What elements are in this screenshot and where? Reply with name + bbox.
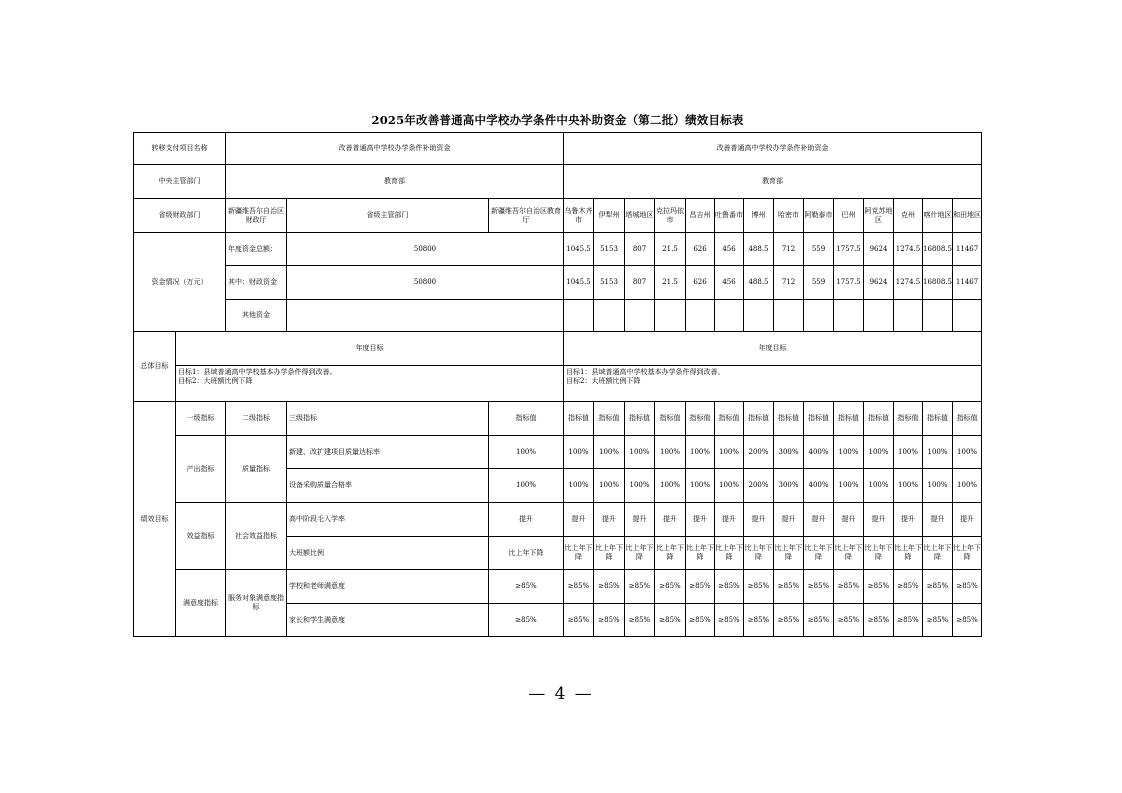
region-indicator: 100%	[864, 436, 894, 469]
performance-label: 绩效目标	[134, 402, 176, 637]
region-value-header: 指标值	[744, 402, 774, 436]
region-indicator: 提升	[864, 503, 894, 537]
region-name: 哈密市	[774, 199, 804, 233]
region-indicator: 100%	[894, 469, 923, 503]
overall-goal-right-text	[564, 366, 982, 402]
region-indicator: 提升	[655, 503, 686, 537]
region-indicator: 100%	[834, 469, 864, 503]
empty-cell	[686, 300, 715, 332]
annual-total-label: 年度资金总额：	[226, 233, 287, 266]
region-indicator: 比上年下降	[953, 537, 982, 570]
region-name: 吐鲁番市	[715, 199, 744, 233]
overall-goal-left-header: 年度目标	[176, 332, 564, 366]
region-indicator: 提升	[774, 503, 804, 537]
region-indicator: ≥85%	[686, 604, 715, 637]
indicator-value: 100%	[489, 469, 564, 503]
region-indicator: 提升	[564, 503, 594, 537]
region-indicator: 提升	[686, 503, 715, 537]
region-indicator: 100%	[686, 436, 715, 469]
region-indicator: 100%	[715, 469, 744, 503]
overall-goal-right-header: 年度目标	[564, 332, 982, 366]
region-name: 巴州	[834, 199, 864, 233]
indicator-value: ≥85%	[489, 604, 564, 637]
fiscal-funds-value: 50800	[287, 266, 564, 300]
region-indicator: 比上年下降	[864, 537, 894, 570]
region-fiscal-amount: 11467	[953, 266, 982, 300]
region-fiscal-amount: 456	[715, 266, 744, 300]
region-name: 塔城地区	[625, 199, 655, 233]
region-indicator: ≥85%	[564, 570, 594, 604]
region-indicator: ≥85%	[564, 604, 594, 637]
region-indicator: 提升	[804, 503, 834, 537]
empty-cell	[744, 300, 774, 332]
region-indicator: ≥85%	[834, 570, 864, 604]
region-value-header: 指标值	[923, 402, 953, 436]
region-indicator: 400%	[804, 469, 834, 503]
indicator-name: 大班额比例	[287, 537, 489, 570]
region-amount: 626	[686, 233, 715, 266]
level2-header: 二级指标	[226, 402, 287, 436]
region-name: 克拉玛依市	[655, 199, 686, 233]
region-value-header: 指标值	[953, 402, 982, 436]
region-indicator: 比上年下降	[715, 537, 744, 570]
region-indicator: 400%	[804, 436, 834, 469]
region-value-header: 指标值	[894, 402, 923, 436]
region-amount: 21.5	[655, 233, 686, 266]
region-indicator: 比上年下降	[564, 537, 594, 570]
region-value-header: 指标值	[564, 402, 594, 436]
region-indicator: 提升	[715, 503, 744, 537]
region-indicator: 100%	[564, 436, 594, 469]
service-satisfaction-label: 服务对象满意度指标	[226, 570, 287, 637]
table-title: 2025年改善普通高中学校办学条件中央补助资金（第二批）绩效目标表	[134, 108, 982, 133]
empty-cell	[774, 300, 804, 332]
region-indicator: 比上年下降	[834, 537, 864, 570]
region-indicator: 比上年下降	[774, 537, 804, 570]
region-indicator: 提升	[594, 503, 625, 537]
level1-header: 一级指标	[176, 402, 226, 436]
region-name: 博州	[744, 199, 774, 233]
annual-total-value: 50800	[287, 233, 564, 266]
region-indicator: ≥85%	[774, 570, 804, 604]
prov-finance-value: 新疆维吾尔自治区财政厅	[226, 199, 287, 233]
region-amount: 1274.5	[894, 233, 923, 266]
region-indicator: 100%	[686, 469, 715, 503]
indicator-name: 设备采购质量合格率	[287, 469, 489, 503]
empty-cell	[715, 300, 744, 332]
region-value-header: 指标值	[655, 402, 686, 436]
region-amount: 559	[804, 233, 834, 266]
region-indicator: 100%	[864, 469, 894, 503]
region-indicator: ≥85%	[625, 604, 655, 637]
region-indicator: ≥85%	[655, 570, 686, 604]
region-indicator: ≥85%	[804, 570, 834, 604]
region-amount: 5153	[594, 233, 625, 266]
other-funds-value	[287, 300, 564, 332]
level3-header: 三级指标	[287, 402, 489, 436]
prov-finance-label: 省级财政部门	[134, 199, 226, 233]
region-indicator: 提升	[744, 503, 774, 537]
region-indicator: 比上年下降	[894, 537, 923, 570]
region-name: 伊犁州	[594, 199, 625, 233]
region-indicator: 100%	[953, 469, 982, 503]
region-amount: 11467	[953, 233, 982, 266]
region-fiscal-amount: 1274.5	[894, 266, 923, 300]
region-indicator: 提升	[625, 503, 655, 537]
region-indicator: 100%	[923, 436, 953, 469]
region-indicator: 100%	[894, 436, 923, 469]
indicator-name: 家长和学生满意度	[287, 604, 489, 637]
region-fiscal-amount: 559	[804, 266, 834, 300]
region-name: 乌鲁木齐市	[564, 199, 594, 233]
indicator-name: 新建、改扩建项目质量达标率	[287, 436, 489, 469]
benefit-label: 效益指标	[176, 503, 226, 570]
region-indicator: 100%	[594, 469, 625, 503]
overall-goal-left-text	[176, 366, 564, 402]
region-indicator: ≥85%	[923, 604, 953, 637]
region-indicator: ≥85%	[923, 570, 953, 604]
region-value-header: 指标值	[594, 402, 625, 436]
region-indicator: 100%	[715, 436, 744, 469]
goal-line: 目标2：大班额比例下降	[566, 377, 641, 385]
region-fiscal-amount: 807	[625, 266, 655, 300]
prov-dept-value: 新疆维吾尔自治区教育厅	[489, 199, 564, 233]
empty-cell	[594, 300, 625, 332]
region-fiscal-amount: 712	[774, 266, 804, 300]
empty-cell	[625, 300, 655, 332]
region-fiscal-amount: 1757.5	[834, 266, 864, 300]
region-value-header: 指标值	[686, 402, 715, 436]
region-value-header: 指标值	[804, 402, 834, 436]
region-indicator: 比上年下降	[594, 537, 625, 570]
indicator-value: 提升	[489, 503, 564, 537]
region-indicator: 100%	[834, 436, 864, 469]
region-indicator: 300%	[774, 469, 804, 503]
empty-cell	[564, 300, 594, 332]
region-fiscal-amount: 21.5	[655, 266, 686, 300]
indicator-value: 100%	[489, 436, 564, 469]
region-indicator: 100%	[625, 469, 655, 503]
region-value-header: 指标值	[774, 402, 804, 436]
project-name-value-right: 改善普通高中学校办学条件补助资金	[564, 133, 982, 165]
region-name: 昌吉州	[686, 199, 715, 233]
region-indicator: ≥85%	[864, 604, 894, 637]
empty-cell	[655, 300, 686, 332]
region-name: 克州	[894, 199, 923, 233]
region-indicator: ≥85%	[715, 604, 744, 637]
satisfaction-label: 满意度指标	[176, 570, 226, 637]
region-indicator: 比上年下降	[625, 537, 655, 570]
performance-target-table	[133, 108, 982, 637]
region-indicator: 100%	[953, 436, 982, 469]
region-name: 喀什地区	[923, 199, 953, 233]
region-indicator: 比上年下降	[655, 537, 686, 570]
region-fiscal-amount: 626	[686, 266, 715, 300]
region-fiscal-amount: 488.5	[744, 266, 774, 300]
region-indicator: ≥85%	[953, 604, 982, 637]
region-indicator: 300%	[774, 436, 804, 469]
region-indicator: ≥85%	[625, 570, 655, 604]
region-indicator: ≥85%	[744, 570, 774, 604]
region-fiscal-amount: 16808.5	[923, 266, 953, 300]
indicator-name: 学校和老师满意度	[287, 570, 489, 604]
empty-cell	[804, 300, 834, 332]
other-funds-label: 其他资金	[226, 300, 287, 332]
region-indicator: ≥85%	[894, 604, 923, 637]
region-value-header: 指标值	[864, 402, 894, 436]
central-dept-label: 中央主管部门	[134, 165, 226, 199]
region-indicator: ≥85%	[864, 570, 894, 604]
region-indicator: ≥85%	[834, 604, 864, 637]
region-fiscal-amount: 9624	[864, 266, 894, 300]
empty-cell	[953, 300, 982, 332]
project-name-label: 转移支付项目名称	[134, 133, 226, 165]
region-indicator: 比上年下降	[686, 537, 715, 570]
value-header: 指标值	[489, 402, 564, 436]
overall-goal-label: 总体目标	[134, 332, 176, 402]
region-amount: 807	[625, 233, 655, 266]
region-indicator: ≥85%	[894, 570, 923, 604]
empty-cell	[834, 300, 864, 332]
region-indicator: ≥85%	[953, 570, 982, 604]
region-indicator: 提升	[834, 503, 864, 537]
empty-cell	[923, 300, 953, 332]
region-name: 阿勒泰市	[804, 199, 834, 233]
empty-cell	[894, 300, 923, 332]
region-indicator: 提升	[923, 503, 953, 537]
region-indicator: 提升	[894, 503, 923, 537]
region-indicator: 100%	[655, 469, 686, 503]
region-value-header: 指标值	[834, 402, 864, 436]
region-value-header: 指标值	[625, 402, 655, 436]
central-dept-value-right: 教育部	[564, 165, 982, 199]
region-amount: 16808.5	[923, 233, 953, 266]
region-indicator: ≥85%	[686, 570, 715, 604]
region-indicator: 100%	[625, 436, 655, 469]
indicator-value: 比上年下降	[489, 537, 564, 570]
region-indicator: ≥85%	[594, 570, 625, 604]
region-value-header: 指标值	[715, 402, 744, 436]
fiscal-funds-label: 其中：财政资金	[226, 266, 287, 300]
page-number: — 4 —	[528, 684, 594, 704]
project-name-value: 改善普通高中学校办学条件补助资金	[226, 133, 564, 165]
region-indicator: 200%	[744, 436, 774, 469]
goal-line: 目标1：县域普通高中学校基本办学条件得到改善。	[178, 368, 337, 376]
indicator-name: 高中阶段毛入学率	[287, 503, 489, 537]
goal-line: 目标1：县域普通高中学校基本办学条件得到改善。	[566, 368, 725, 376]
region-indicator: 比上年下降	[744, 537, 774, 570]
indicator-value: ≥85%	[489, 570, 564, 604]
region-indicator: ≥85%	[715, 570, 744, 604]
region-indicator: ≥85%	[655, 604, 686, 637]
empty-cell	[864, 300, 894, 332]
region-indicator: 100%	[594, 436, 625, 469]
region-indicator: 200%	[744, 469, 774, 503]
region-amount: 1045.5	[564, 233, 594, 266]
prov-dept-label: 省级主管部门	[287, 199, 489, 233]
region-fiscal-amount: 1045.5	[564, 266, 594, 300]
region-indicator: ≥85%	[594, 604, 625, 637]
region-indicator: 100%	[923, 469, 953, 503]
goal-line: 目标2：大班额比例下降	[178, 377, 253, 385]
region-indicator: 比上年下降	[923, 537, 953, 570]
region-fiscal-amount: 5153	[594, 266, 625, 300]
region-indicator: ≥85%	[744, 604, 774, 637]
region-indicator: ≥85%	[804, 604, 834, 637]
output-label: 产出指标	[176, 436, 226, 503]
region-indicator: 提升	[953, 503, 982, 537]
funds-label: 资金情况（万元）	[134, 233, 226, 332]
region-amount: 712	[774, 233, 804, 266]
social-benefit-label: 社会效益指标	[226, 503, 287, 570]
region-amount: 1757.5	[834, 233, 864, 266]
region-amount: 9624	[864, 233, 894, 266]
quality-label: 质量指标	[226, 436, 287, 503]
region-name: 阿克苏地区	[864, 199, 894, 233]
region-indicator: ≥85%	[774, 604, 804, 637]
region-indicator: 100%	[564, 469, 594, 503]
region-name: 和田地区	[953, 199, 982, 233]
region-amount: 488.5	[744, 233, 774, 266]
region-amount: 456	[715, 233, 744, 266]
central-dept-value: 教育部	[226, 165, 564, 199]
region-indicator: 100%	[655, 436, 686, 469]
region-indicator: 比上年下降	[804, 537, 834, 570]
